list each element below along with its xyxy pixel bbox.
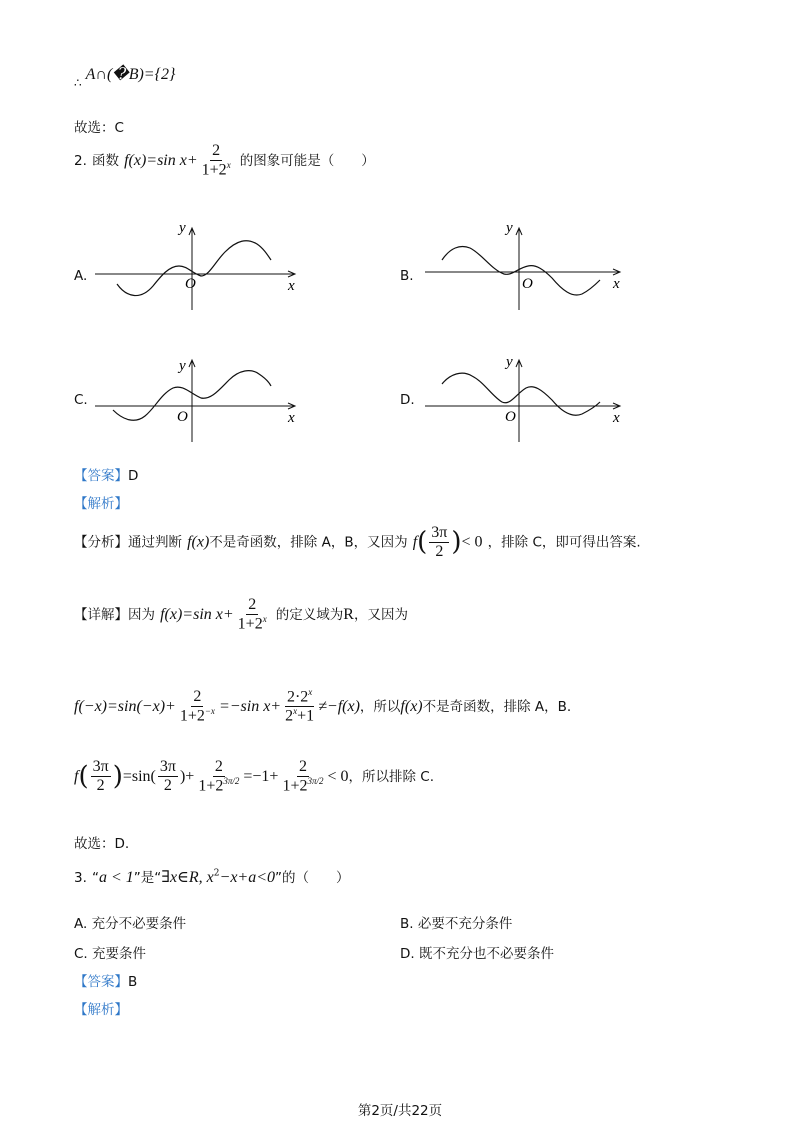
- fenxi-tag: 【分析】: [74, 534, 128, 551]
- origin-label: O: [177, 409, 188, 425]
- xiangjie-line: 【详解】因为 f(x)=sin x+ $\frac{2}{1+2^x}$ 的定义域为R，又因为: [74, 596, 408, 632]
- analysis-tag: 【解析】: [74, 496, 128, 512]
- q3-option-a: A. 充分不必要条件: [74, 916, 187, 932]
- fraction: $\frac{2}{1+2^{-x}}$: [179, 688, 215, 725]
- x-axis-label: x: [288, 278, 295, 294]
- fraction: $\frac{2}{1+2^{3\pi/2}}$: [282, 758, 324, 794]
- x-axis-label: x: [288, 410, 295, 426]
- curve: [442, 373, 600, 415]
- y-axis-label: y: [179, 358, 186, 374]
- option-a-label: A.: [74, 268, 88, 284]
- q3-option-c: C. 充要条件: [74, 946, 147, 962]
- question-3-stem: 3. “a < 1”是“∃x∈R, $x^2-x+a<0$”的（ ）: [74, 868, 350, 886]
- prev-conclusion: $_\therefore$ A∩(�B)={2}: [74, 66, 176, 90]
- q3-option-b: B. 必要不充分条件: [400, 916, 513, 932]
- graph-option-c: [95, 350, 305, 445]
- option-b-label: B.: [400, 268, 414, 284]
- q2-choice: 故选：D.: [74, 836, 130, 852]
- x-axis-label: x: [613, 410, 620, 426]
- graph-option-a: [95, 218, 305, 313]
- equation-odd-check: f(−x)=sin(−x)+ $\frac{2}{1+2^{-x}}$ =−sin x+ $\frac{2\cdot 2^x}{2^x+1}$ ≠−f(x)，所以f(x)不是奇函数，排除 A，B.: [74, 687, 572, 725]
- curve: [442, 247, 600, 296]
- x-axis-label: x: [613, 276, 620, 292]
- q3-answer-line: [74, 970, 137, 990]
- origin-label: O: [522, 276, 533, 292]
- origin-label: O: [185, 276, 196, 292]
- fraction: $\frac{3\pi}{2}$: [92, 758, 109, 794]
- graph-option-b: [420, 218, 630, 313]
- graph-option-d: [420, 350, 630, 445]
- origin-label: O: [505, 409, 516, 425]
- fraction: $\frac{2\cdot 2^x}{2^x+1}$: [285, 687, 315, 725]
- y-axis-label: y: [179, 220, 186, 236]
- answer-tag: 【答案】: [74, 468, 128, 484]
- fenxi-line: 【分析】通过判断 f(x)不是奇函数，排除 A，B，又因为 f( $\frac{3\pi}{2}$ )< 0 ，排除 C，即可得出答案.: [74, 524, 641, 560]
- prev-choice: 故选：C: [74, 120, 124, 136]
- question-number: 3.: [74, 870, 87, 886]
- y-axis-label: y: [506, 354, 513, 370]
- option-c-label: C.: [74, 392, 88, 408]
- fraction: $\frac{2}{1+2^x}$: [237, 596, 267, 632]
- question-number: 2.: [74, 152, 87, 169]
- equation-three-pi-half: f( $\frac{3\pi}{2}$ )=sin( $\frac{3\pi}{2}$ )+ $\frac{2}{1+2^{3\pi/2}}$ =−1+ $\frac{2}{1+2^{3\pi/2}}$ < 0，所以排除 C.: [74, 758, 435, 794]
- page-footer: 第2页/共22页: [357, 1103, 443, 1119]
- answer-tag: 【答案】: [74, 974, 128, 990]
- fraction: $\frac{2}{1+2^x}$: [201, 142, 231, 178]
- q3-analysis-tag: 【解析】: [74, 1002, 128, 1018]
- fraction: $\frac{3\pi}{2}$: [431, 524, 448, 560]
- answer-value: B: [128, 974, 138, 990]
- answer-value: D: [128, 468, 139, 484]
- question-2-stem: 2. 函数 f(x)=sin x+ $\frac{2}{1+2^x}$ 的图象可能是（ ）: [74, 142, 375, 178]
- fraction: $\frac{3\pi}{2}$: [159, 758, 176, 794]
- option-d-label: D.: [400, 392, 415, 408]
- xiangjie-tag: 【详解】: [74, 606, 128, 623]
- answer-line: [74, 464, 138, 484]
- y-axis-label: y: [506, 220, 513, 236]
- q3-option-d: D. 既不充分也不必要条件: [400, 946, 554, 962]
- fraction: $\frac{2}{1+2^{3\pi/2}}$: [198, 758, 240, 794]
